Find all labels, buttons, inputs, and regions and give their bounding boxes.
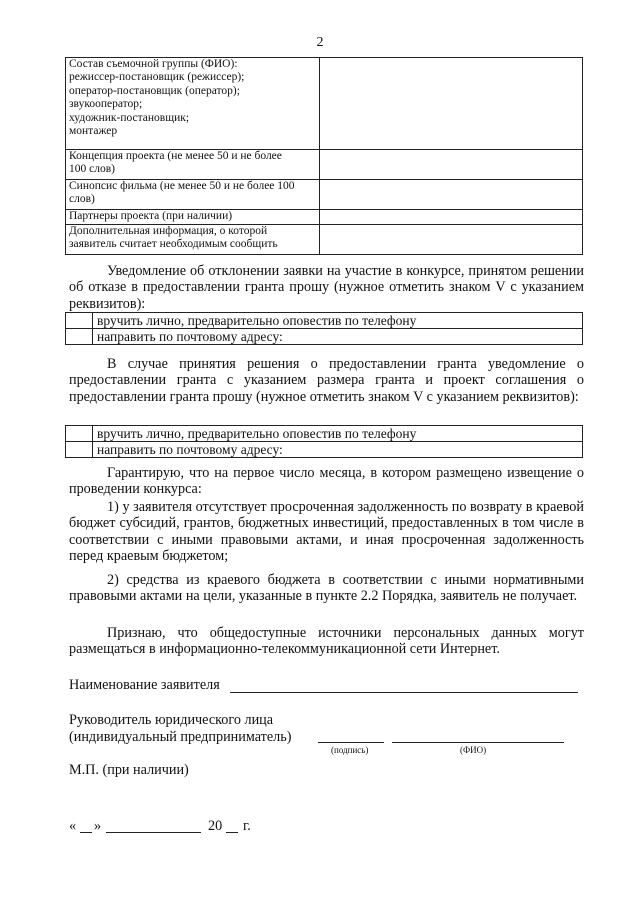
grant-notice-text: В случае принятия решения о предоставлении гранта уведомление о предоставлении гранта с указанием размера гранта и проект соглашения о предоставлении гранта прошу (нужное отметить знаком V с указанием реквизитов): xyxy=(69,356,584,405)
info-table-label-line: заявитель считает необходимым сообщить xyxy=(69,238,278,251)
option-row xyxy=(66,329,583,345)
info-table-label-line: Дополнительная информация, о которой xyxy=(69,225,268,237)
year-prefix: 20 xyxy=(208,818,223,834)
info-table-label-line: Концепция проекта (не менее 50 и не более xyxy=(69,150,282,162)
info-table-label-line: оператор-постановщик (оператор); xyxy=(69,84,240,97)
head-label-line1: Руководитель юридического лица xyxy=(69,712,274,728)
full-name-field[interactable] xyxy=(392,742,564,743)
stamp-label: М.П. (при наличии) xyxy=(69,762,189,778)
grant-delivery-options xyxy=(65,425,583,458)
option-label: вручить лично, предварительно оповестив по телефону xyxy=(93,313,583,329)
signature-caption: (подпись) xyxy=(331,745,369,755)
rejection-notice-text: Уведомление об отклонении заявки на участие в конкурсе, принятом решении об отказе в предоставлении гранта прошу (нужное отметить знаком V с указанием реквизитов): xyxy=(69,263,584,312)
page-number: 2 xyxy=(316,35,324,50)
option-checkbox-personal[interactable] xyxy=(66,313,93,329)
info-table-label-cell xyxy=(66,150,320,180)
info-table-row xyxy=(66,150,583,180)
option-label: вручить лично, предварительно оповестив по телефону xyxy=(93,426,583,442)
info-table-label-line: режиссер-постановщик (режиссер); xyxy=(69,71,245,84)
info-table-label-line: звукооператор; xyxy=(69,98,143,111)
guarantee-item-1: 1) у заявителя отсутствует просроченная задолженность по возврату в краевой бюджет субсидий, грантов, бюджетных инвестиций, предоставленных в том числе в соответствии с иными правовыми актами, и иная просроченная задолженность перед краевым бюджетом; xyxy=(69,499,584,564)
info-table-label-line: Партнеры проекта (при наличии) xyxy=(69,210,233,222)
option-checkbox-mail[interactable] xyxy=(66,442,93,458)
info-table-label-line: Состав съемочной группы (ФИО): xyxy=(69,58,238,70)
info-table-label-line: художник-постановщик; xyxy=(69,111,190,124)
info-table-row xyxy=(66,225,583,255)
applicant-name-field[interactable] xyxy=(230,692,578,693)
option-row xyxy=(66,426,583,442)
project-info-table xyxy=(65,57,583,255)
info-table-label-line: Синопсис фильма (не менее 50 и не более 100 xyxy=(69,180,295,192)
option-row xyxy=(66,442,583,458)
info-table-label-cell xyxy=(66,58,320,150)
info-table-label-cell xyxy=(66,210,320,225)
date-day-field[interactable] xyxy=(80,832,92,833)
info-table-row xyxy=(66,210,583,225)
info-table-label-cell xyxy=(66,225,320,255)
applicant-name-label: Наименование заявителя xyxy=(69,677,220,693)
guarantee-intro: Гарантирую, что на первое число месяца, в котором размещено извещение о проведении конкурса: xyxy=(69,465,584,498)
acknowledgement-text: Признаю, что общедоступные источники персональных данных могут размещаться в информационно-телекоммуникационной сети Интернет. xyxy=(69,625,584,658)
signature-field[interactable] xyxy=(318,742,384,743)
info-table-value-cell[interactable] xyxy=(320,150,583,180)
info-table-row xyxy=(66,180,583,210)
option-checkbox-personal[interactable] xyxy=(66,426,93,442)
info-table-value-cell[interactable] xyxy=(320,180,583,210)
date-close-quote: » xyxy=(94,818,102,834)
info-table-label-line: слов) xyxy=(69,193,95,206)
rejection-delivery-options xyxy=(65,312,583,345)
date-year-field[interactable] xyxy=(226,832,238,833)
head-label-line2: (индивидуальный предприниматель) xyxy=(69,729,292,745)
guarantee-item-2: 2) средства из краевого бюджета в соответствии с иными нормативными правовыми актами на цели, указанные в пункте 2.2 Порядка, заявитель не получает. xyxy=(69,572,584,605)
info-table-value-cell[interactable] xyxy=(320,225,583,255)
option-label: направить по почтовому адресу: xyxy=(93,442,583,458)
info-table-value-cell[interactable] xyxy=(320,58,583,150)
year-suffix: г. xyxy=(243,818,251,834)
info-table-label-line: 100 слов) xyxy=(69,163,115,176)
date-open-quote: « xyxy=(69,818,77,834)
info-table-label-line: монтажер xyxy=(69,125,118,138)
option-checkbox-mail[interactable] xyxy=(66,329,93,345)
info-table-label-cell xyxy=(66,180,320,210)
option-label: направить по почтовому адресу: xyxy=(93,329,583,345)
option-row xyxy=(66,313,583,329)
info-table-row xyxy=(66,58,583,150)
info-table-value-cell[interactable] xyxy=(320,210,583,225)
date-month-field[interactable] xyxy=(106,832,201,833)
full-name-caption: (ФИО) xyxy=(460,745,487,755)
